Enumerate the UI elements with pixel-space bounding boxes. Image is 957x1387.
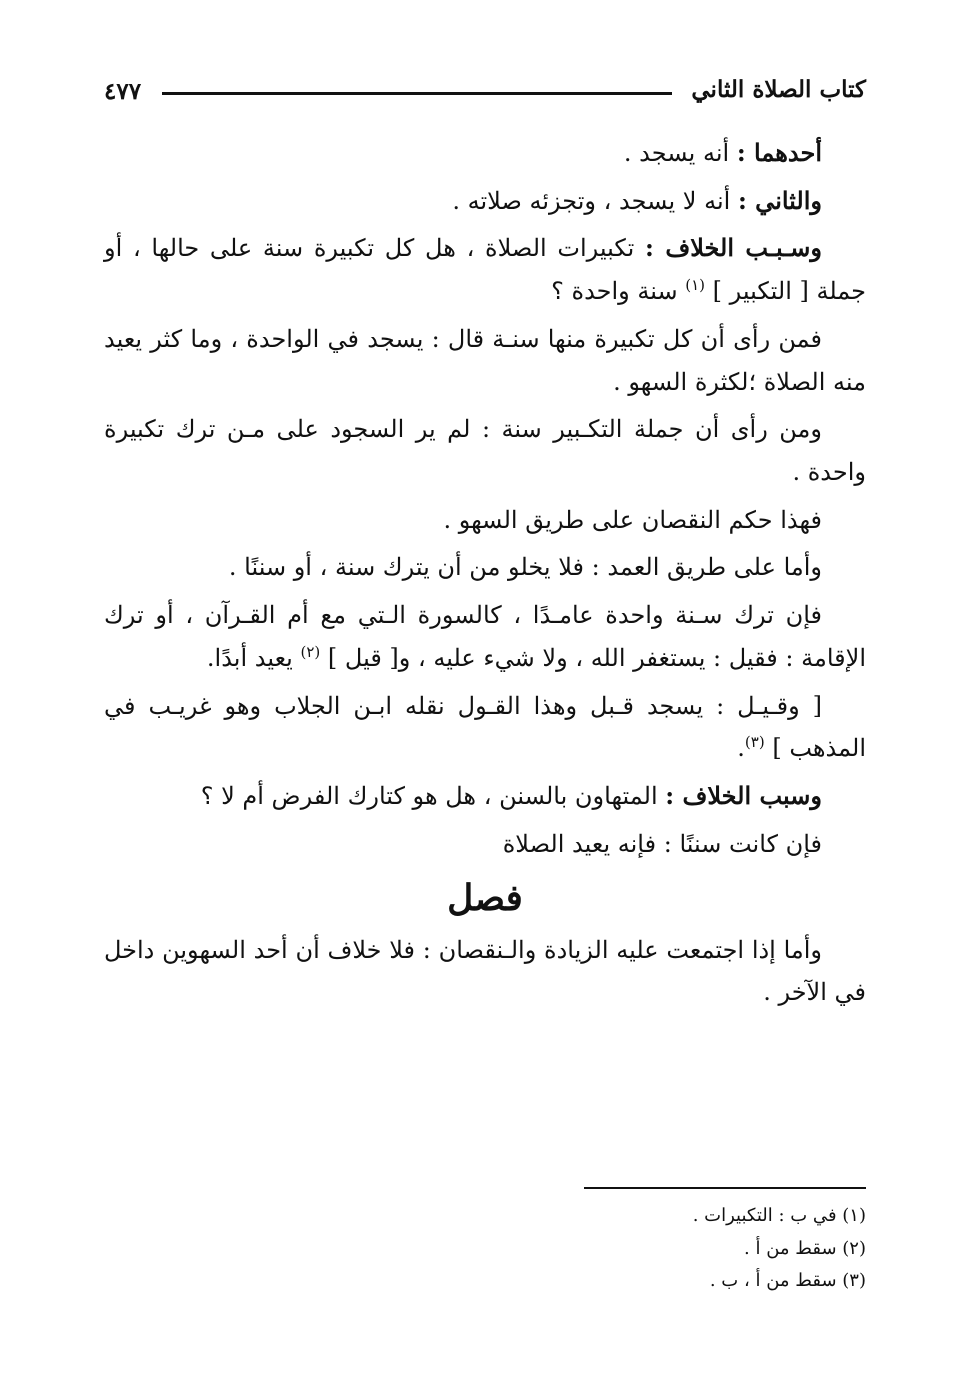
paragraph-9-text-end: .: [737, 734, 745, 763]
paragraph-6: فهذا حكم النقصان على طريق السهو .: [443, 505, 822, 534]
paragraph-10-label: وسبب الخلاف :: [665, 781, 822, 811]
paragraph-3: [104, 227, 866, 312]
paragraph-4: فمن رأى أن كل تكبيرة منها سنـة قال : يسجد في الواحدة ، وما كثر يعيد منه الصلاة ؛لكثرة السهو .: [104, 324, 866, 396]
header-rule: [162, 92, 672, 95]
paragraph-12: وأما إذا اجتمعت عليه الزيادة والـنقصان : فلا خلاف أن أحد السهوين داخل في الآخر .: [104, 935, 866, 1007]
paragraph-3-text: تكبيرات الصلاة ، هل كل تكبيرة سنة على حالها ، أو جملة [ التكبير ]: [104, 234, 866, 306]
running-header-title: كتاب الصلاة الثاني: [691, 76, 866, 103]
section-heading: فصل: [447, 876, 523, 919]
footnote-ref-2: (٢): [300, 642, 321, 661]
paragraph-11: فإن كانت سننًا : فإنه يعيد الصلاة: [502, 829, 822, 858]
page-number: ٤٧٧: [104, 78, 142, 105]
paragraph-1-label: أحدهما :: [736, 138, 822, 167]
paragraph-2-label: والثاني :: [737, 185, 822, 215]
footnote-divider: [584, 1187, 866, 1189]
paragraph-8: [104, 594, 866, 679]
paragraph-10-text: المتهاون بالسنن ، هل هو كتارك الفرض أم لا ؟: [200, 782, 666, 811]
footnote-ref-3: (٣): [744, 733, 765, 752]
paragraph-9-text: [ وقـيـل : يسجد قـبل وهذا القـول نقله ابـن الجلاب وهو غريـب في المذهب ]: [104, 691, 866, 763]
paragraph-8-text: فإن ترك سـنة واحدة عامـدًا ، كالسورة الـتي مع أم القـرآن ، أو ترك الإقامة : فقيل : يستغفر الله ، ولا شيء عليه ، و[ قيل ]: [104, 601, 866, 672]
paragraph-3-label: وسـبـب الخلاف :: [645, 233, 822, 263]
paragraph-5: ومن رأى أن جملة التكـبير سنة : لم ير السجود على مـن ترك تكبيرة واحدة .: [104, 415, 866, 487]
footnote-2: (٢) سقط من أ .: [744, 1237, 866, 1259]
footnote-ref-1: (١): [685, 276, 706, 295]
paragraph-8-text-end: يعيد أبدًا.: [206, 643, 301, 672]
footnote-3: (٣) سقط من أ ، ب .: [709, 1270, 866, 1291]
main-text: [104, 132, 866, 1019]
paragraph-7: وأما على طريق العمد : فلا يخلو من أن يترك سنة ، أو سننًا .: [228, 553, 822, 582]
running-header: [104, 72, 866, 112]
paragraph-2-text: أنه لا يسجد ، وتجزئه صلاته .: [452, 186, 738, 215]
paragraph-9: [104, 685, 866, 770]
paragraph-1-text: أنه يسجد .: [623, 139, 737, 167]
paragraph-3-text-end: سنة واحدة ؟: [551, 277, 686, 306]
paragraph-2: [104, 180, 866, 223]
footnote-1: (١) في ب : التكبيرات .: [692, 1205, 866, 1226]
paragraph-1: [104, 132, 866, 175]
paragraph-10: [104, 775, 866, 818]
footnotes: [366, 1200, 866, 1298]
